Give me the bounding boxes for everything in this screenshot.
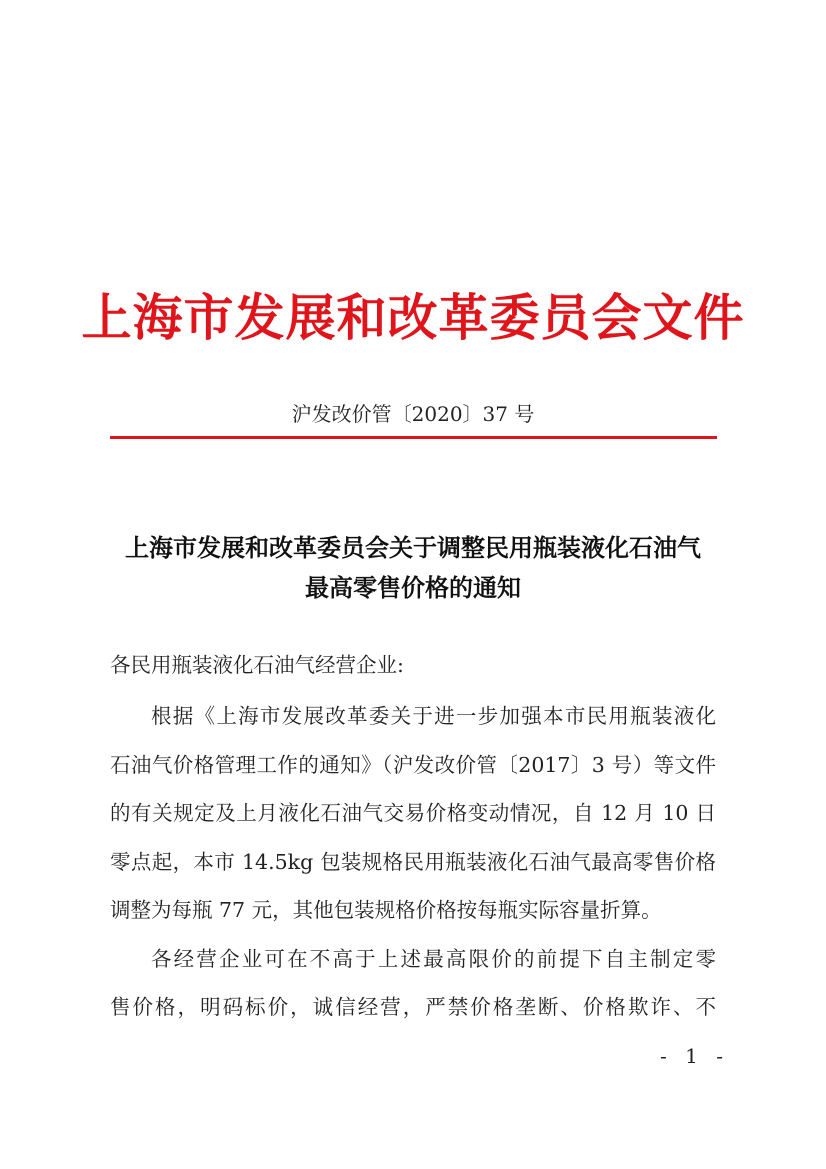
issuer-masthead: 上海市发展和改革委员会文件 [81, 288, 745, 347]
notice-title-line-1: 上海市发展和改革委员会关于调整民用瓶装液化石油气 [125, 533, 701, 562]
document-number: 沪发改价管〔2020〕37 号 [291, 402, 535, 426]
paragraph-1-line-2: 石油气价格管理工作的通知》（沪发改价管〔2017〕3 号）等文件 [110, 753, 716, 777]
paragraph-2-line-1: 各经营企业可在不高于上述最高限价的前提下自主制定零 [151, 947, 716, 971]
page-number: - 1 - [660, 1044, 729, 1068]
paragraph-1-line-5: 调整为每瓶 77 元，其他包装规格价格按每瓶实际容量折算。 [110, 898, 662, 922]
paragraph-1-line-4: 零点起，本市 14.5kg 包装规格民用瓶装液化石油气最高零售价格 [110, 850, 716, 874]
paragraph-2-line-2: 售价格，明码标价，诚信经营，严禁价格垄断、价格欺诈、不 [110, 995, 716, 1019]
paragraph-1-line-1: 根据《上海市发展改革委关于进一步加强本市民用瓶装液化 [151, 704, 716, 728]
notice-title-line-2: 最高零售价格的通知 [305, 573, 521, 602]
salutation: 各民用瓶装液化石油气经营企业: [110, 653, 404, 677]
red-separator-line [110, 436, 717, 439]
paragraph-1-line-3: 的有关规定及上月液化石油气交易价格变动情况，自 12 月 10 日 [110, 801, 716, 825]
